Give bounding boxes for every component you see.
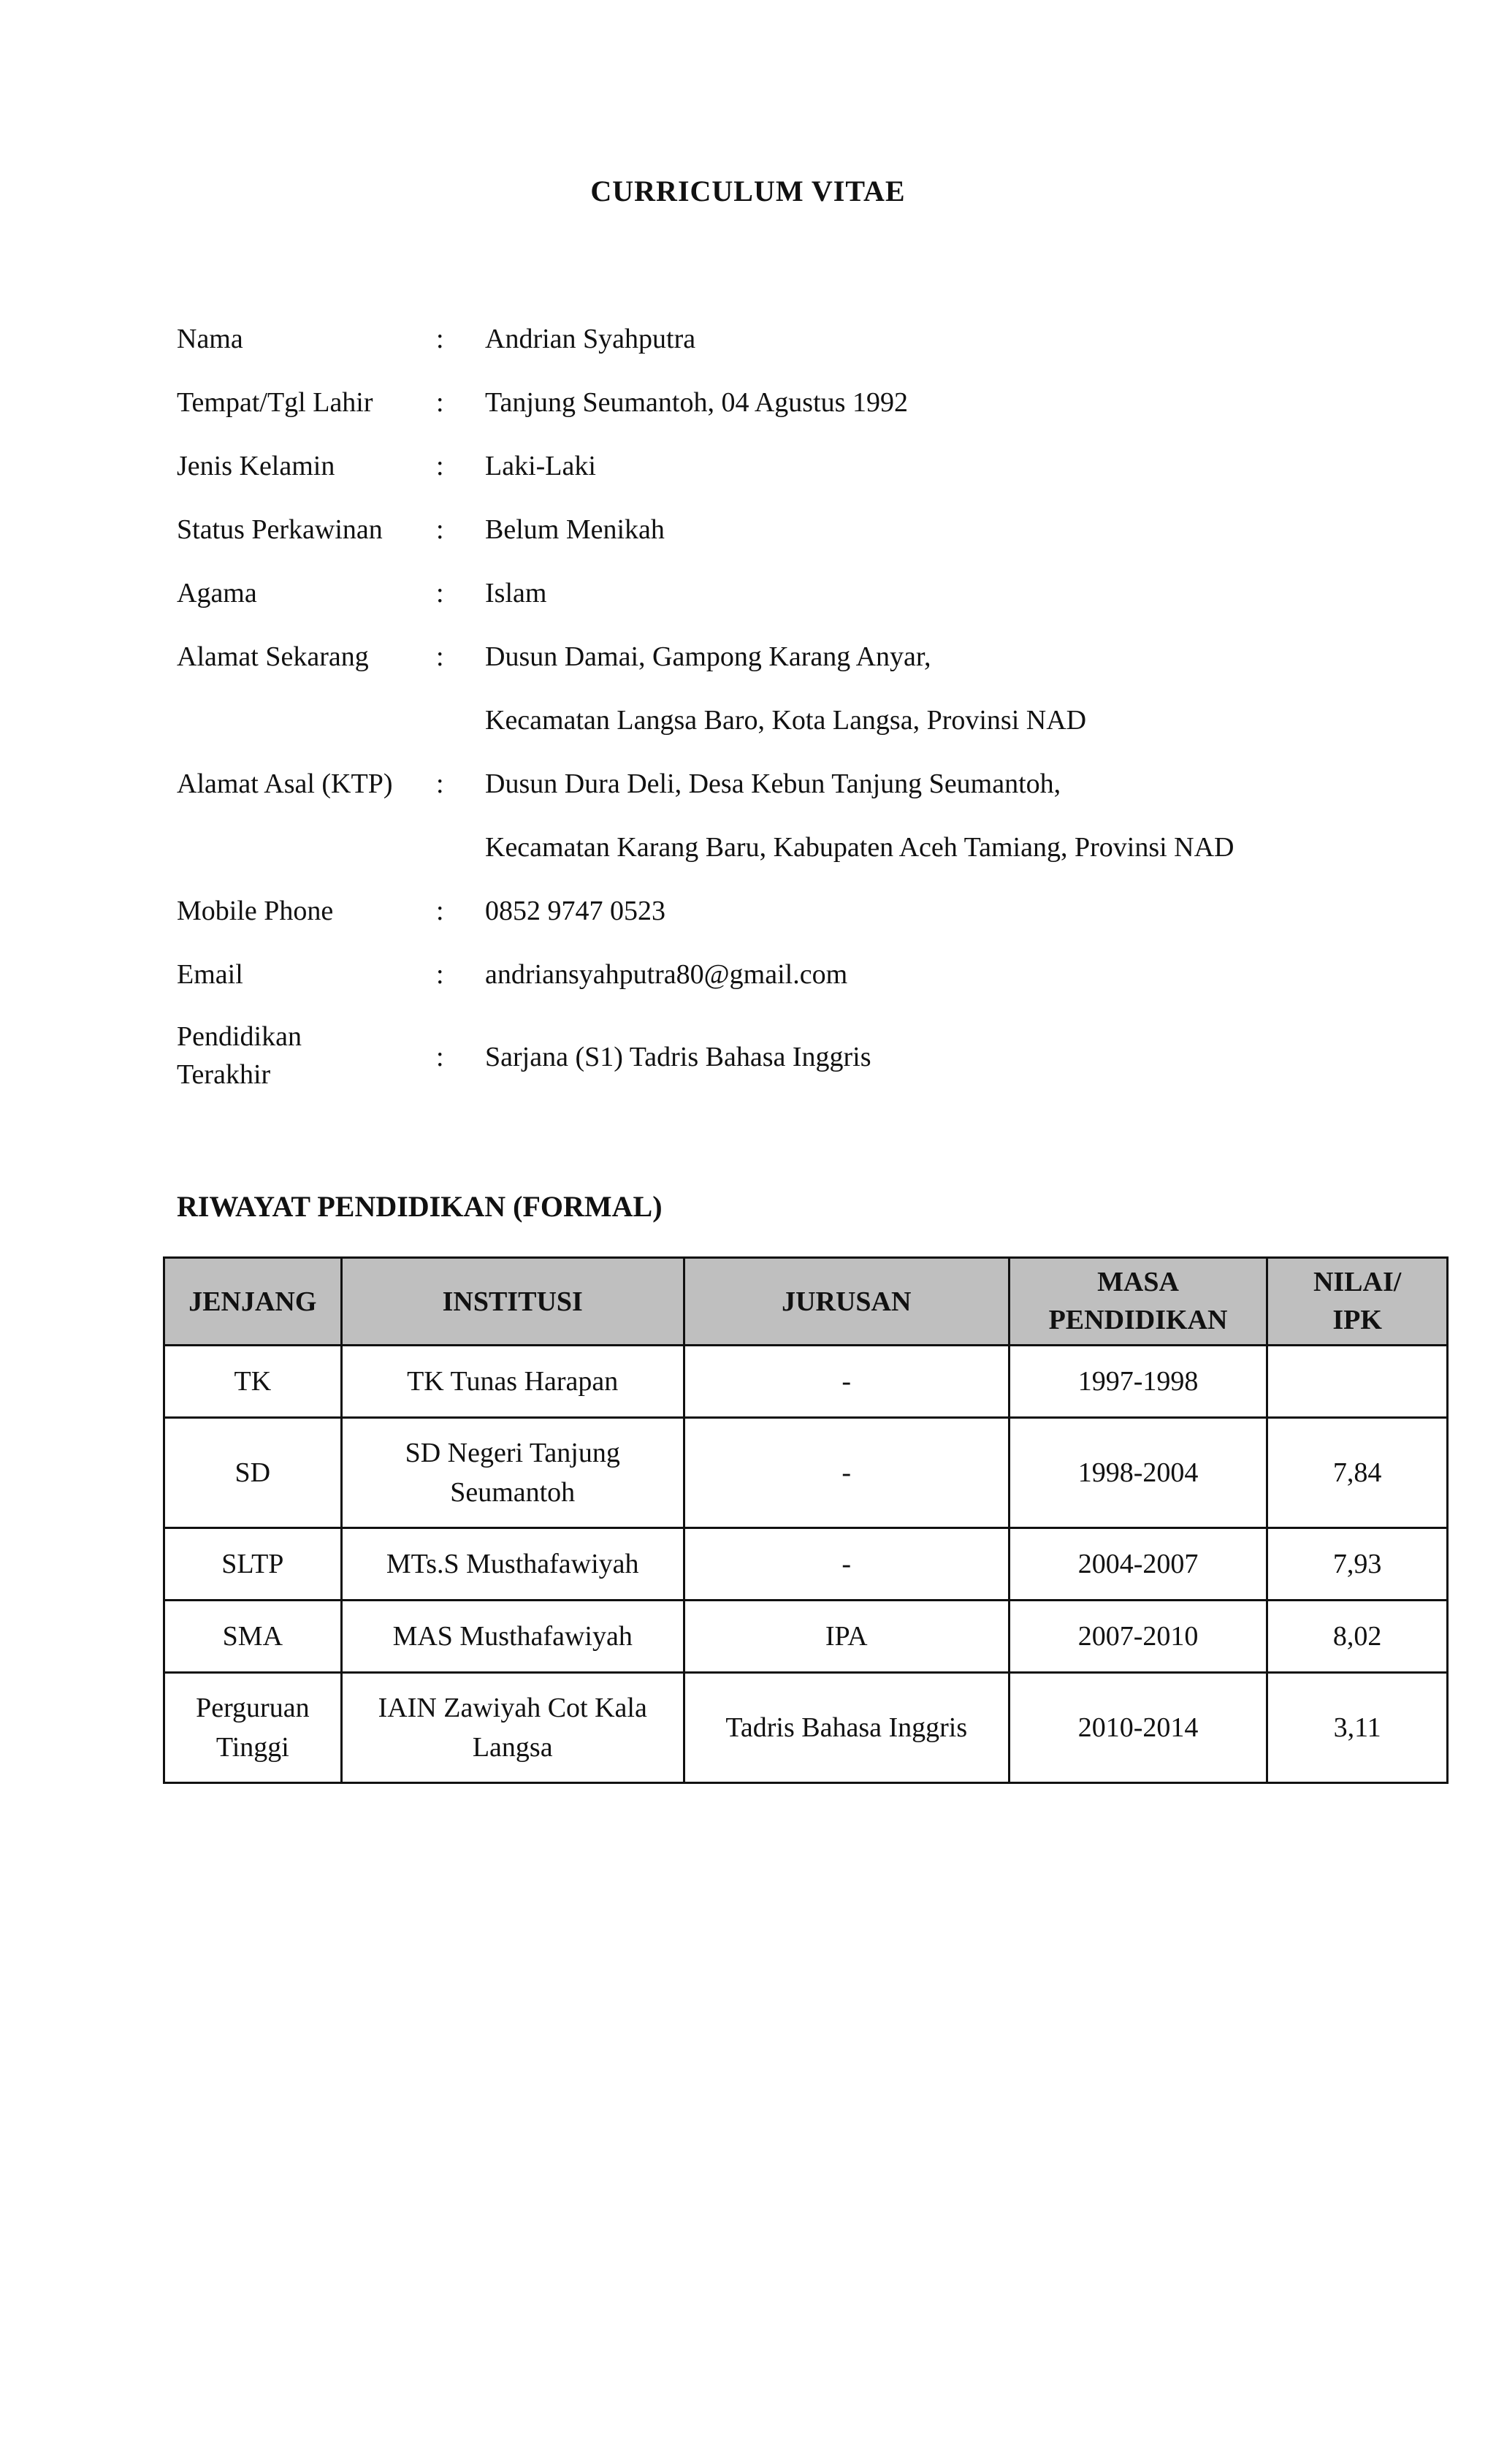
cell-masa: 2010-2014 xyxy=(1009,1673,1267,1783)
info-row-email xyxy=(177,957,1462,1021)
cell-nilai: 7,84 xyxy=(1267,1418,1448,1528)
info-value: Laki-Laki xyxy=(485,451,596,481)
info-label: Nama xyxy=(177,324,243,354)
cell-nilai: 8,02 xyxy=(1267,1601,1448,1673)
info-value: Dusun Dura Deli, Desa Kebun Tanjung Seumantoh, xyxy=(485,768,1061,799)
info-value: Dusun Damai, Gampong Karang Anyar, xyxy=(485,641,931,672)
cell-jenjang: SD xyxy=(164,1418,342,1528)
personal-info xyxy=(177,321,1462,1108)
cell-masa: 1998-2004 xyxy=(1009,1418,1267,1528)
table-row xyxy=(164,1346,1448,1418)
table-row xyxy=(164,1418,1448,1528)
cell-jurusan: IPA xyxy=(684,1601,1009,1673)
info-colon: : xyxy=(436,324,444,354)
table-header-row xyxy=(164,1258,1448,1346)
cell-jenjang: TK xyxy=(164,1346,342,1418)
cell-masa: 2007-2010 xyxy=(1009,1601,1267,1673)
info-label: Status Perkawinan xyxy=(177,514,383,545)
info-value: Belum Menikah xyxy=(485,514,665,545)
header-nilai-ipk xyxy=(1267,1258,1448,1346)
info-colon: : xyxy=(436,387,444,418)
info-row-religion xyxy=(177,576,1462,639)
education-table xyxy=(163,1256,1449,1784)
cell-jurusan: - xyxy=(684,1418,1009,1528)
info-value: Tanjung Seumantoh, 04 Agustus 1992 xyxy=(485,387,908,418)
header-masa-pendidikan xyxy=(1009,1258,1267,1346)
header-jenjang: JENJANG xyxy=(164,1258,342,1346)
cell-institusi: MAS Musthafawiyah xyxy=(341,1601,684,1673)
info-row-birth xyxy=(177,385,1462,449)
info-colon: : xyxy=(436,578,444,609)
info-label: Mobile Phone xyxy=(177,896,334,926)
info-row-origin-address xyxy=(177,766,1462,830)
table-row xyxy=(164,1528,1448,1601)
info-row-phone xyxy=(177,893,1462,957)
cell-jenjang: SMA xyxy=(164,1601,342,1673)
cell-masa: 2004-2007 xyxy=(1009,1528,1267,1601)
info-row-gender xyxy=(177,449,1462,512)
info-value: Kecamatan Langsa Baro, Kota Langsa, Provinsi NAD xyxy=(485,705,1087,736)
info-colon: : xyxy=(436,896,444,926)
cell-institusi: MTs.S Musthafawiyah xyxy=(341,1528,684,1601)
info-row-current-address xyxy=(177,639,1462,703)
cell-jenjang xyxy=(164,1673,342,1783)
info-row-nama xyxy=(177,321,1462,385)
info-colon: : xyxy=(436,1042,444,1072)
cell-masa: 1997-1998 xyxy=(1009,1346,1267,1418)
cell-jenjang-text: Perguruan Tinggi xyxy=(196,1693,310,1763)
cell-jenjang: SLTP xyxy=(164,1528,342,1601)
info-row-marital xyxy=(177,512,1462,576)
header-institusi: INSTITUSI xyxy=(341,1258,684,1346)
table-row xyxy=(164,1601,1448,1673)
table-row xyxy=(164,1673,1448,1783)
header-jurusan: JURUSAN xyxy=(684,1258,1009,1346)
info-row-current-address-cont xyxy=(177,703,1462,766)
info-colon: : xyxy=(436,641,444,672)
cell-institusi xyxy=(341,1418,684,1528)
cell-nilai: 7,93 xyxy=(1267,1528,1448,1601)
cell-institusi-text: SD Negeri Tanjung Seumantoh xyxy=(405,1438,620,1508)
info-colon: : xyxy=(436,514,444,545)
info-label: Alamat Sekarang xyxy=(177,641,369,672)
cell-jurusan: - xyxy=(684,1528,1009,1601)
info-row-education xyxy=(177,1021,1462,1108)
document-title: CURRICULUM VITAE xyxy=(590,175,906,207)
cell-jurusan: Tadris Bahasa Inggris xyxy=(684,1673,1009,1783)
cell-institusi xyxy=(341,1673,684,1783)
info-colon: : xyxy=(436,959,444,990)
info-colon: : xyxy=(436,451,444,481)
header-masa-text: MASA PENDIDIKAN xyxy=(1048,1267,1228,1335)
education-section-title: RIWAYAT PENDIDIKAN (FORMAL) xyxy=(177,1190,663,1223)
info-row-origin-address-cont xyxy=(177,830,1462,893)
info-value: Islam xyxy=(485,578,547,609)
cell-institusi: TK Tunas Harapan xyxy=(341,1346,684,1418)
header-nilai-text: NILAI/ IPK xyxy=(1313,1267,1402,1335)
info-colon: : xyxy=(436,768,444,799)
info-label: Pendidikan Terakhir xyxy=(177,1021,302,1090)
info-value: andriansyahputra80@gmail.com xyxy=(485,959,848,990)
info-value: Sarjana (S1) Tadris Bahasa Inggris xyxy=(485,1042,871,1072)
cell-nilai: 3,11 xyxy=(1267,1673,1448,1783)
info-value: 0852 9747 0523 xyxy=(485,896,665,926)
info-value: Andrian Syahputra xyxy=(485,324,696,354)
info-value: Kecamatan Karang Baru, Kabupaten Aceh Tamiang, Provinsi NAD xyxy=(485,832,1234,863)
info-label: Agama xyxy=(177,578,257,609)
info-label: Tempat/Tgl Lahir xyxy=(177,387,373,418)
info-label: Email xyxy=(177,959,243,990)
cell-nilai xyxy=(1267,1346,1448,1418)
info-label: Jenis Kelamin xyxy=(177,451,335,481)
cell-jurusan: - xyxy=(684,1346,1009,1418)
info-label: Alamat Asal (KTP) xyxy=(177,768,393,799)
cell-institusi-text: IAIN Zawiyah Cot Kala Langsa xyxy=(378,1693,647,1763)
